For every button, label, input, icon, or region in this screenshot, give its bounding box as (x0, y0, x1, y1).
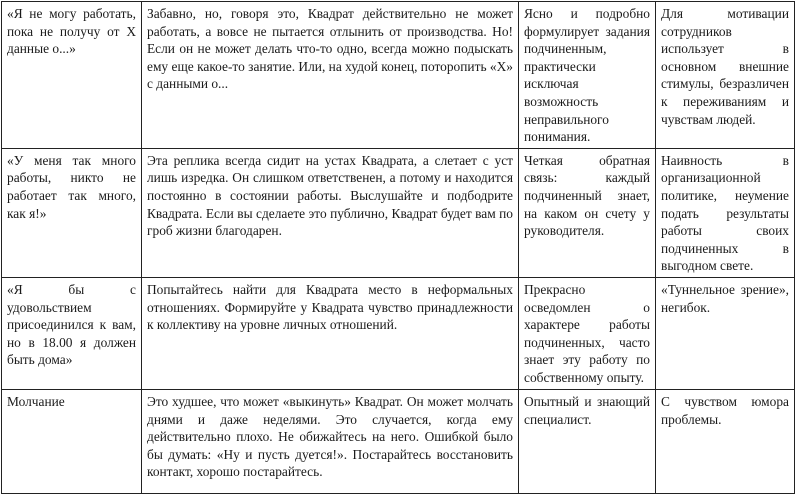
table-row (2, 2, 795, 149)
advice-cell: Это худшее, что может «выкинуть» Квадрат. Он может молчать днями и даже неделями. Это случается, когда ему действительно плохо. Не обижайтесь на него. Ошибкой было бы думать: «Ну и пусть дуется!». Постарайтесь восстановить контакт, хорошо постарайтесь. (142, 389, 519, 493)
strength-cell: Четкая обратная связь: каждый подчиненный знает, на каком он счету у руководителя. (519, 148, 656, 277)
strength-cell: Прекрасно осведомлен о характере работы подчиненных, часто знает эту работу по собственному опыту. (519, 277, 656, 389)
document-table (1, 1, 795, 494)
strength-cell: Ясно и подробно формулирует задания подчиненным, практически исключая возможность неправильного понимания. (519, 2, 656, 149)
advice-cell: Эта реплика всегда сидит на устах Квадрата, а слетает с уст лишь изредка. Он слишком ответственен, а потому и находится постоянно в состоянии работы. Выслушайте и подбодрите Квадрата. Если вы сделаете это публично, Квадрат будет вам по гроб жизни благодарен. (142, 148, 519, 277)
weakness-cell: Для мотивации сотрудников использует в основном внешние стимулы, безразличен к переживаниям и чувствам людей. (656, 2, 795, 149)
table-row (2, 389, 795, 493)
phrase-cell: «Я бы с удовольствием присоединился к вам, но в 18.00 я должен быть дома» (2, 277, 142, 389)
weakness-cell: Наивность в организационной политике, неумение подать результаты работы своих подчиненных в выгодном свете. (656, 148, 795, 277)
weakness-cell: С чувством юмора проблемы. (656, 389, 795, 493)
table-row (2, 148, 795, 277)
advice-cell: Забавно, но, говоря это, Квадрат действительно не может работать, а вовсе не пытается отлынить от производства. Но! Если он не может делать что-то одно, всегда можно подыскать ему еще какое-то занятие. Или, на худой конец, поторопить «X» с данными о... (142, 2, 519, 149)
phrase-cell: Молчание (2, 389, 142, 493)
strength-cell: Опытный и знающий специалист. (519, 389, 656, 493)
table-row (2, 277, 795, 389)
advice-cell: Попытайтесь найти для Квадрата место в неформальных отношениях. Формируйте у Квадрата чувство принадлежности к коллективу на уровне личных отношений. (142, 277, 519, 389)
phrase-cell: «Я не могу работать, пока не получу от X данные о...» (2, 2, 142, 149)
weakness-cell: «Туннельное зрение», негибок. (656, 277, 795, 389)
phrase-cell: «У меня так много работы, никто не работает так много, как я!» (2, 148, 142, 277)
